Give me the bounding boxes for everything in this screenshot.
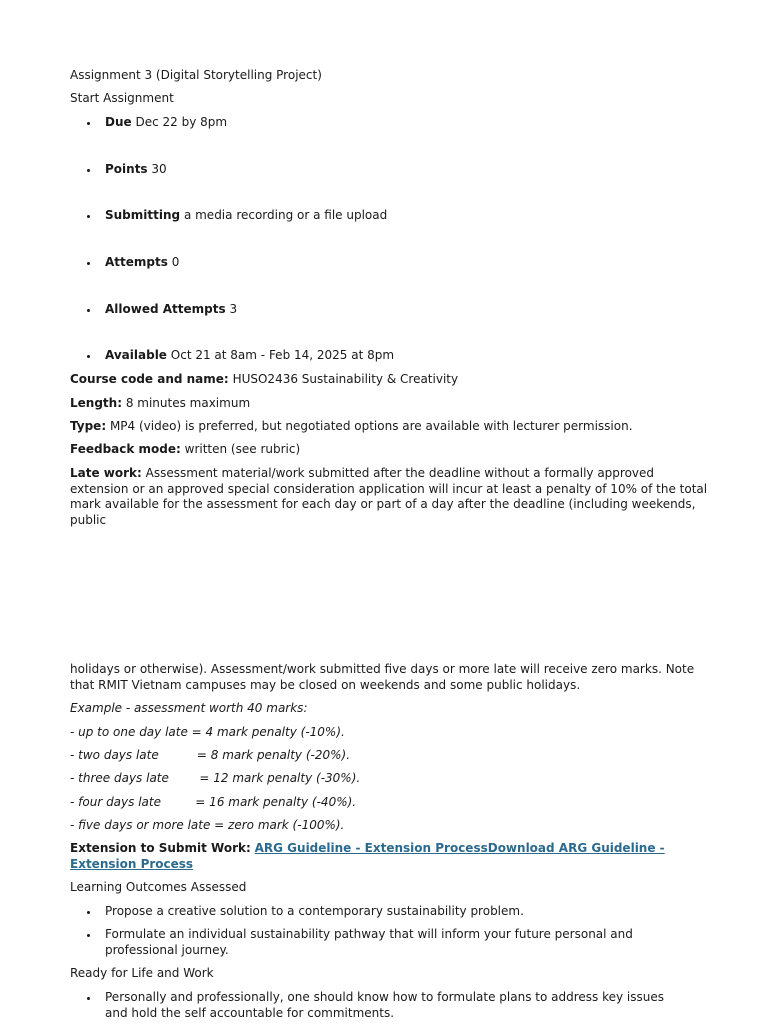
example-line (70, 771, 710, 787)
detail-submitting (105, 208, 705, 224)
late-work-text: Assessment material/work submitted after the deadline without a formally approved extension or an approved special consideration application will incur at least a penalty of 10% of the total mark available for the assessment for each day or part of a day after the deadline (including weekends, public (70, 466, 708, 527)
course-label: Course code and name: (70, 372, 229, 386)
feedback-label: Feedback mode: (70, 442, 181, 456)
detail-label: Allowed Attempts (105, 302, 226, 316)
late-work-label: Late work: (70, 466, 142, 480)
example-line (70, 795, 710, 811)
bullet-icon (87, 255, 93, 271)
detail-label: Available (105, 348, 167, 362)
extension-guideline-link[interactable]: ARG Guideline - Extension ProcessDownload ARG Guideline - Extension Process (70, 841, 665, 871)
example-line-text: - five days or more late = zero mark (-100%). (70, 818, 345, 832)
detail-due (105, 115, 705, 131)
feedback-value: written (see rubric) (184, 442, 301, 456)
example-line (70, 725, 710, 741)
bullet-icon (87, 162, 93, 178)
bullet-icon (87, 115, 93, 131)
bullet-icon (87, 904, 93, 920)
detail-label: Attempts (105, 255, 168, 269)
detail-label: Points (105, 162, 148, 176)
detail-value: Oct 21 at 8am - Feb 14, 2025 at 8pm (170, 348, 395, 362)
detail-value: a media recording or a file upload (183, 208, 388, 222)
learning-outcome-item: Propose a creative solution to a contemporary sustainability problem. (105, 904, 524, 918)
type-info (70, 419, 710, 435)
learning-outcome-item: Formulate an individual sustainability pathway that will inform your future personal and professional journey. (105, 927, 633, 957)
length-label: Length: (70, 396, 122, 410)
bullet-icon (87, 208, 93, 224)
bullet-icon (87, 927, 93, 943)
feedback-info (70, 442, 710, 458)
detail-value: 0 (171, 255, 180, 269)
late-work-continued: holidays or otherwise). Assessment/work submitted five days or more late will receive zero marks. Note that RMIT Vietnam campuses may be closed on weekends and some public holidays. (70, 662, 695, 692)
type-label: Type: (70, 419, 107, 433)
bullet-icon (87, 990, 93, 1006)
example-line-text: - four days late = 16 mark penalty (-40%). (70, 795, 357, 809)
bullet-icon (87, 348, 93, 364)
detail-attempts (105, 255, 705, 271)
extension-label: Extension to Submit Work: (70, 841, 251, 855)
detail-value: Dec 22 by 8pm (135, 115, 228, 129)
detail-points (105, 162, 705, 178)
detail-label: Due (105, 115, 132, 129)
example-heading-text: Example - assessment worth 40 marks: (70, 701, 308, 715)
extension-info (70, 841, 670, 872)
length-info (70, 396, 710, 412)
example-heading (70, 701, 710, 717)
example-line (70, 818, 710, 834)
example-line (70, 748, 710, 764)
length-value: 8 minutes maximum (125, 396, 251, 410)
detail-label: Submitting (105, 208, 181, 222)
detail-available (105, 348, 705, 364)
example-line-text: - up to one day late = 4 mark penalty (-10%). (70, 725, 345, 739)
ready-heading: Ready for Life and Work (70, 966, 214, 980)
example-line-text: - two days late = 8 mark penalty (-20%). (70, 748, 351, 762)
bullet-icon (87, 302, 93, 318)
detail-value: 30 (151, 162, 167, 176)
example-line-text: - three days late = 12 mark penalty (-30%). (70, 771, 361, 785)
detail-value: 3 (229, 302, 238, 316)
detail-allowed-attempts (105, 302, 705, 318)
course-info (70, 372, 710, 388)
course-value: HUSO2436 Sustainability & Creativity (232, 372, 459, 386)
type-value: MP4 (video) is preferred, but negotiated options are available with lecturer permission. (109, 419, 633, 433)
start-assignment-button[interactable]: Start Assignment (70, 91, 174, 105)
assignment-title: Assignment 3 (Digital Storytelling Project) (70, 68, 322, 82)
ready-item: Personally and professionally, one should know how to formulate plans to address key issues and hold the self accountable for commitments. (105, 990, 664, 1020)
learning-outcomes-heading: Learning Outcomes Assessed (70, 880, 247, 894)
late-work-info (70, 466, 710, 528)
